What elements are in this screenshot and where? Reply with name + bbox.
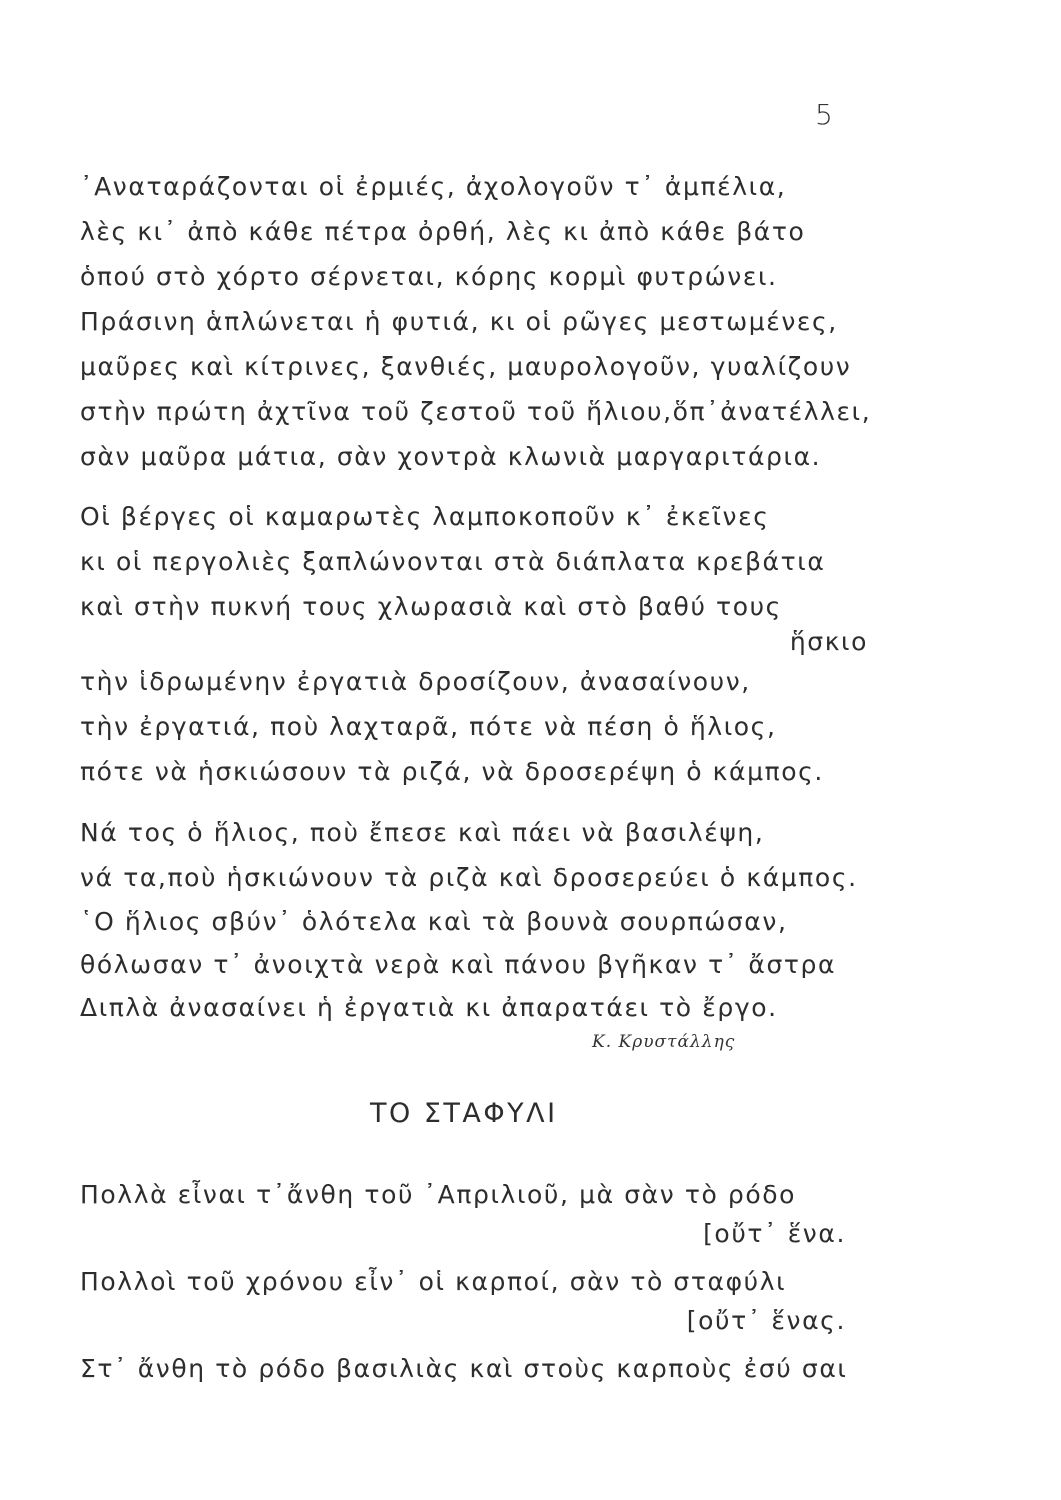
poem-line: Διπλὰ ἀνασαίνει ἡ ἐργατιὰ κι ἀπαρατάει τὸ ἔργο. (80, 993, 778, 1022)
poem-line: ῾Ο ἥλιος σβύν᾿ ὁλότελα καὶ τὰ βουνὰ σουρπώσαν, (80, 907, 788, 936)
poem-line: Πολλὰ εἶναι τ᾿ἄνθη τοῦ ᾿Απριλιοῦ, μὰ σὰν τὸ ρόδο (80, 1180, 797, 1209)
poem-line-continuation: ἥσκιο (789, 627, 868, 656)
poem-line: στὴν πρώτη ἀχτῖνα τοῦ ζεστοῦ τοῦ ἥλιου,ὅπ᾿ἀνατέλλει, (80, 397, 872, 426)
poem-line: καὶ στὴν πυκνή τους χλωρασιὰ καὶ στὸ βαθύ τους (80, 592, 782, 621)
author-signature: Κ. Κρυστάλλης (592, 1032, 736, 1052)
poem-line-continuation: [οὔτ᾿ ἕνας. (686, 1306, 846, 1335)
poem-line: ὁπού στὸ χόρτο σέρνεται, κόρης κορμὶ φυτρώνει. (80, 262, 778, 291)
poem-line: θόλωσαν τ᾿ ἀνοιχτὰ νερὰ καὶ πάνου βγῆκαν τ᾿ ἄστρα (80, 950, 837, 979)
poem-line-continuation: [οὔτ᾿ ἕνα. (703, 1219, 846, 1248)
poem-line: κι οἱ περγολιὲς ξαπλώνονται στὰ διάπλατα κρεβάτια (80, 547, 826, 576)
poem-line: Οἱ βέργες οἱ καμαρωτὲς λαμποκοποῦν κ᾿ ἐκεῖνες (80, 502, 770, 531)
poem-line: νά τα,ποὺ ἡσκιώνουν τὰ ριζὰ καὶ δροσερεύει ὁ κάμπος. (80, 863, 858, 892)
poem-line: σὰν μαῦρα μάτια, σὰν χοντρὰ κλωνιὰ μαργαριτάρια. (80, 442, 822, 471)
poem-line: Πράσινη ἁπλώνεται ἡ φυτιά, κι οἱ ρῶγες μεστωμένες, (80, 307, 838, 336)
poem-line: Στ᾿ ἄνθη τὸ ρόδο βασιλιὰς καὶ στοὺς καρποὺς ἐσύ σαι (80, 1354, 848, 1383)
poem-line: τὴν ἐργατιά, ποὺ λαχταρᾶ, πότε νὰ πέση ὁ ἥλιος, (80, 712, 777, 741)
poem-line: τὴν ἱδρωμένην ἐργατιὰ δροσίζουν, ἀνασαίνουν, (80, 667, 751, 696)
page-number: 5 (815, 98, 833, 131)
poem-line: Πολλοὶ τοῦ χρόνου εἶν᾿ οἱ καρποί, σὰν τὸ σταφύλι (80, 1267, 787, 1296)
poem-line: πότε νὰ ἡσκιώσουν τὰ ριζά, νὰ δροσερέψη ὁ κάμπος. (80, 757, 824, 786)
poem-line: μαῦρες καὶ κίτρινες, ξανθιές, μαυρολογοῦν, γυαλίζουν (80, 352, 852, 381)
poem-line: Νά τος ὁ ἥλιος, ποὺ ἔπεσε καὶ πάει νὰ βασιλέψη, (80, 818, 765, 847)
poem-line: ᾿Αναταράζονται οἱ ἐρμιές, ἀχολογοῦν τ᾿ ἀμπέλια, (80, 172, 787, 201)
poem-title: ΤΟ ΣΤΑΦΥΛΙ (370, 1098, 558, 1129)
poem-line: λὲς κι᾿ ἀπὸ κάθε πέτρα ὀρθή, λὲς κι ἀπὸ κάθε βάτο (80, 217, 806, 246)
